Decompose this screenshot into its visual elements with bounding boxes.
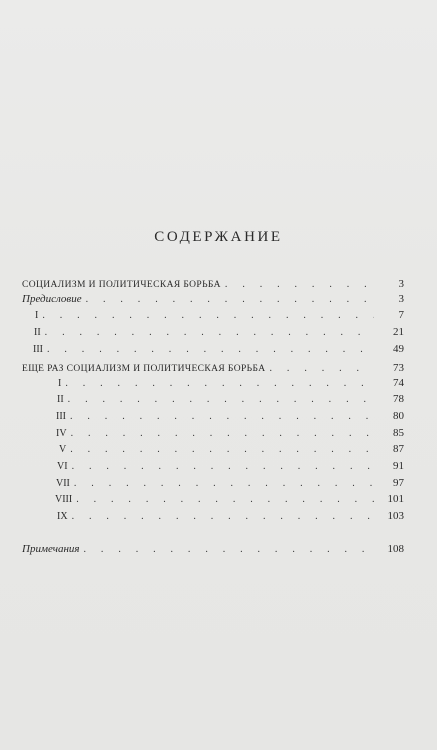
dot-leader bbox=[42, 307, 374, 324]
toc-entry-label: VIII bbox=[55, 494, 73, 505]
dot-leader bbox=[68, 391, 374, 408]
dot-leader bbox=[70, 441, 374, 458]
toc-entry bbox=[22, 475, 404, 492]
toc-entry bbox=[22, 408, 404, 425]
toc-entry bbox=[22, 541, 404, 558]
toc-entry-page: 103 bbox=[387, 510, 404, 522]
toc-entry bbox=[22, 391, 404, 408]
toc-entry-page: 78 bbox=[393, 393, 404, 405]
toc-entry-label: VII bbox=[56, 478, 70, 489]
toc-entry-label: III bbox=[56, 411, 66, 422]
page-title: СОДЕРЖАНИЕ bbox=[154, 229, 283, 245]
dot-leader bbox=[47, 341, 374, 358]
toc-entry bbox=[22, 508, 404, 525]
dot-leader bbox=[65, 375, 374, 392]
dot-leader bbox=[76, 491, 374, 508]
dot-leader bbox=[86, 291, 374, 308]
toc-entry-label: V bbox=[59, 444, 67, 455]
dot-leader bbox=[70, 408, 374, 425]
toc-entry-page: 7 bbox=[398, 309, 404, 321]
toc-entry-label: III bbox=[33, 344, 43, 355]
toc-entry bbox=[22, 491, 404, 508]
toc-entry-page: 85 bbox=[393, 427, 404, 439]
toc-entry-page: 87 bbox=[393, 443, 404, 455]
toc-entry-page: 73 bbox=[393, 362, 404, 374]
toc-entry-label: II bbox=[34, 327, 41, 338]
toc-entry-page: 91 bbox=[393, 460, 404, 472]
dot-leader bbox=[72, 458, 374, 475]
toc-entry-label: I bbox=[35, 310, 39, 321]
toc-entry-label: СОЦИАЛИЗМ И ПОЛИТИЧЕСКАЯ БОРЬБА bbox=[22, 280, 221, 290]
toc-entry-page: 108 bbox=[387, 543, 404, 555]
toc-entry bbox=[22, 441, 404, 458]
toc-entry-label: IX bbox=[57, 511, 68, 522]
toc-entry-page: 49 bbox=[393, 343, 404, 355]
toc-entry-page: 3 bbox=[398, 293, 404, 305]
dot-leader bbox=[84, 541, 374, 558]
toc-entry bbox=[22, 458, 404, 475]
toc-entry-page: 80 bbox=[393, 410, 404, 422]
toc-entry-label: VI bbox=[57, 461, 68, 472]
toc-entry bbox=[22, 324, 404, 341]
dot-leader bbox=[71, 425, 374, 442]
toc-entry bbox=[22, 425, 404, 442]
dot-leader bbox=[45, 324, 374, 341]
dot-leader bbox=[72, 508, 374, 525]
toc-entry bbox=[22, 291, 404, 308]
toc-entry-page: 97 bbox=[393, 477, 404, 489]
toc-entry-label: IV bbox=[56, 428, 67, 439]
toc-entry bbox=[22, 375, 404, 392]
toc-entry-label: Предисловие bbox=[22, 293, 82, 305]
toc-entry-label: II bbox=[57, 394, 64, 405]
toc-entry-label: I bbox=[58, 378, 62, 389]
dot-leader bbox=[74, 475, 374, 492]
toc-entry-label: ЕЩЕ РАЗ СОЦИАЛИЗМ И ПОЛИТИЧЕСКАЯ БОРЬБА bbox=[22, 364, 266, 374]
toc-entry-label: Примечания bbox=[22, 543, 80, 555]
toc-entry-page: 101 bbox=[387, 493, 404, 505]
toc-entry bbox=[22, 341, 404, 358]
toc-entry-page: 3 bbox=[398, 278, 404, 290]
toc-entry-page: 74 bbox=[393, 377, 404, 389]
toc-entry-page: 21 bbox=[393, 326, 404, 338]
toc-entry bbox=[22, 307, 404, 324]
